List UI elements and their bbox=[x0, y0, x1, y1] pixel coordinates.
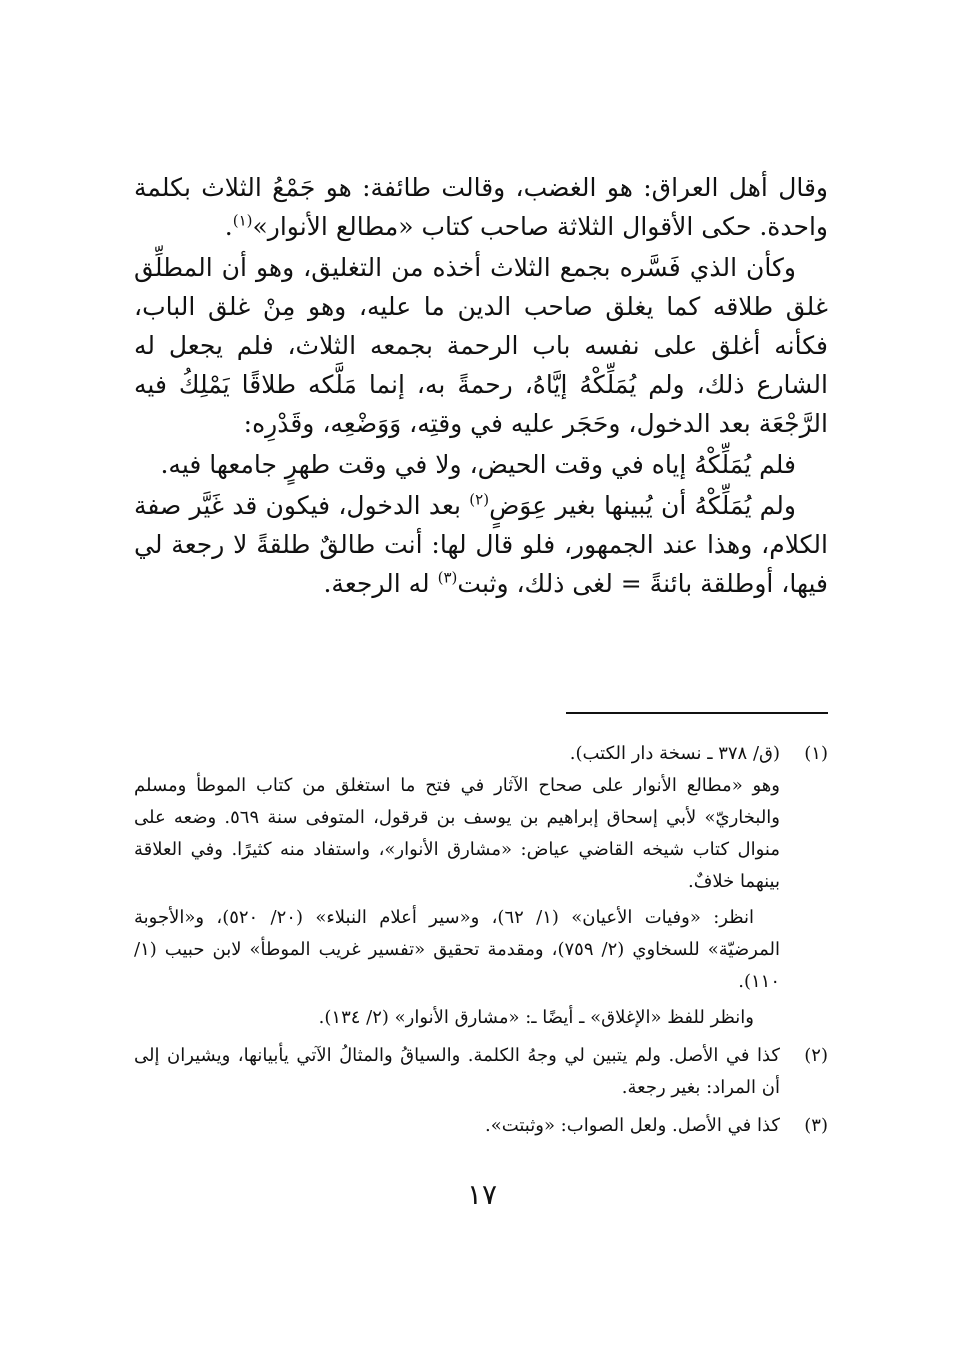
main-text bbox=[134, 168, 828, 603]
footnote-marker-2: (٢) bbox=[469, 490, 490, 509]
footnote-text: (ق/ ٣٧٨ ـ نسخة دار الكتب). bbox=[569, 743, 780, 764]
footnote-text: انظر: «وفيات الأعيان» (١/ ٦٢)، و«سير أعلام النبلاء» (٢٠/ ٥٢٠)، و«الأجوبة المرضيّة» للسخاوي (٢/ ٧٥٩)، ومقدمة تحقيق «تفسير غريب الموطأ» لابن حبيب (١/ ١١٠). bbox=[134, 907, 780, 992]
footnote-text: كذا في الأصل. ولعل الصواب: «وثبتت». bbox=[484, 1115, 780, 1136]
paragraph-2: وكأن الذي فَسَّره بجمع الثلاث أخذه من التغليق، وهو أن المطلِّق غلق طلاقه كما يغلق صاحب الدين ما عليه، وهو مِنْ غلق الباب، فكأنه أغلق على نفسه باب الرحمة بجمعه الثلاث، فلم يجعل له الشارع ذلك، ولم يُمَلِّكْهُ إيَّاهُ، رحمةً به، إنما مَلَّكه طلاقًا يَمْلِكُ فيه الرَّجْعَة بعد الدخول، وحَجَر عليه في وقتِه، وَوَضْعِه، وقَدْرِه: bbox=[134, 253, 828, 438]
footnote-number: (١) bbox=[804, 743, 828, 764]
page-number: ١٧ bbox=[466, 1178, 498, 1211]
footnote-text: وانظر للفظ «الإغلاق» ـ أيضًا ـ: «مشارق الأنوار» (٢/ ١٣٤). bbox=[318, 1007, 754, 1028]
footnote-1 bbox=[134, 738, 828, 1034]
footnote-text: وهو «مطالع الأنوار على صحاح الآثار في فتح ما استغلق من كتاب الموطأ ومسلم والبخاريّ» لأبي إسحاق إبراهيم بن يوسف بن قرقول، المتوفى سنة ٥٦٩. وضعه على منوال كتاب شيخه القاضي عياض: «مشارق الأنوار»، واستفاد منه كثيرًا. وفي العلاقة بينهما خلافٌ. bbox=[134, 775, 780, 892]
footnote-number: (٢) bbox=[804, 1045, 828, 1066]
footnote-marker-1: (١) bbox=[232, 211, 253, 230]
paragraph-3: فلم يُمَلِّكْهُ إياه في وقت الحيض، ولا في وقت طهرٍ جامعها فيه. bbox=[160, 450, 796, 479]
footnote-number: (٣) bbox=[804, 1115, 828, 1136]
footnote-marker-3: (٣) bbox=[437, 568, 458, 587]
footnote-3 bbox=[134, 1110, 828, 1142]
footnote-separator bbox=[566, 712, 828, 714]
footnotes bbox=[134, 738, 828, 1148]
footnote-2 bbox=[134, 1040, 828, 1104]
footnote-text: كذا في الأصل. ولم يتبين لي وجهُ الكلمة. والسياقُ والمثالُ الآتي يأبيانها، ويشيران إلى أن المراد: بغير رجعة. bbox=[134, 1045, 780, 1098]
paragraph-4: ولم يُمَلِّكْهُ أن يُبينها بغير عِوَضٍ$^{(٢)}$ بعد الدخول، فيكون قد غَيَّر صفة الكلام، وهذا عند الجمهور، فلو قال لها: أنت طالقٌ طلقةً لا رجعة لي فيها، أوطلقة بائنةً = لغى ذلك، وثبت$^{(٣)}$ له الرجعة. bbox=[134, 490, 828, 598]
paragraph-1: وقال أهل العراق: هو الغضب، وقالت طائفة: هو جَمْعُ الثلاث بكلمة واحدة. حكى الأقوال الثلاثة صاحب كتاب «مطالع الأنوار»$^{(١)}$. bbox=[134, 173, 828, 241]
